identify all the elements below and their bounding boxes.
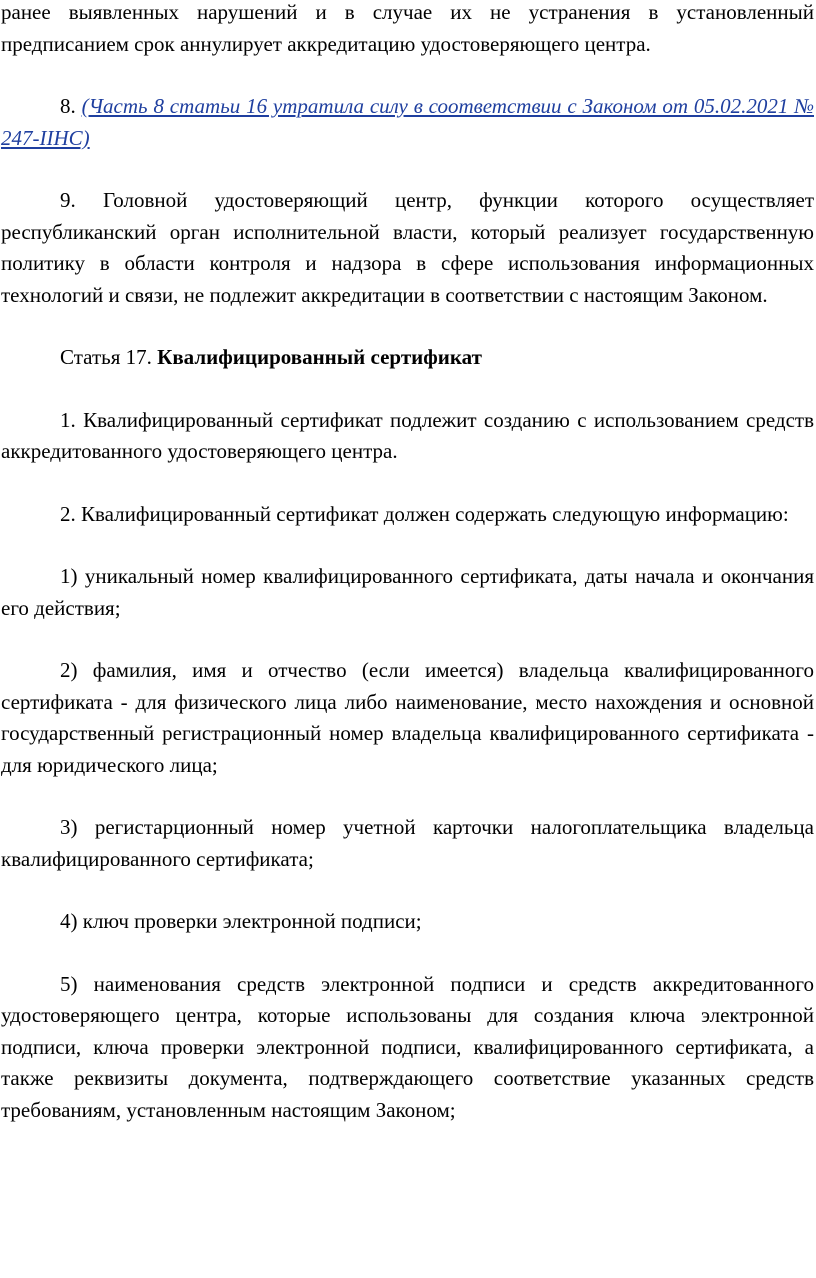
list-item-4: 4) ключ проверки электронной подписи;	[60, 909, 422, 933]
list-item-2: 2) фамилия, имя и отчество (если имеется) владельца квалифицированного сертификата - для физического лица либо наименование, место нахождения и основной государственный регистрационный номер владельца квалифицированного сертификата - для юридического лица;	[1, 658, 814, 777]
article-17-part-1: 1. Квалифицированный сертификат подлежит созданию с использованием средств аккредитованного удостоверяющего центра.	[1, 407, 814, 463]
amendment-link[interactable]: (Часть 8 статьи 16 утратила силу в соответствии с Законом от 05.02.2021 № 247-IIНС)	[1, 94, 814, 150]
article-17-title: Квалифицированный сертификат	[157, 345, 482, 369]
paragraph-8	[1, 91, 814, 154]
list-item-1: 1) уникальный номер квалифицированного сертификата, даты начала и окончания его действия;	[1, 564, 814, 620]
article-17-heading	[1, 342, 814, 374]
article-17-prefix: Статья 17.	[60, 345, 152, 369]
list-item-5: 5) наименования средств электронной подписи и средств аккредитованного удостоверяющего центра, которые использованы для создания ключа электронной подписи, ключа проверки электронной подписи, квалифицированного сертификата, а также реквизиты документа, подтверждающего соответствие указанных средств требованиям, установленным настоящим Законом;	[1, 971, 814, 1122]
paragraph-continuation: ранее выявленных нарушений и в случае их не устранения в установленный предписанием срок аннулирует аккредитацию удостоверяющего центра.	[1, 0, 814, 56]
list-item-3: 3) регистарционный номер учетной карточки налогоплательщика владельца квалифицированного сертификата;	[1, 815, 814, 871]
paragraph-8-number: 8.	[60, 94, 76, 118]
article-17-part-2: 2. Квалифицированный сертификат должен содержать следующую информацию:	[60, 501, 789, 526]
paragraph-9: 9. Головной удостоверяющий центр, функции которого осуществляет республиканский орган исполнительной власти, который реализует государственную политику в области контроля и надзора в сфере использования информационных технологий и связи, не подлежит аккредитации в соответствии с настоящим Законом.	[1, 188, 814, 307]
